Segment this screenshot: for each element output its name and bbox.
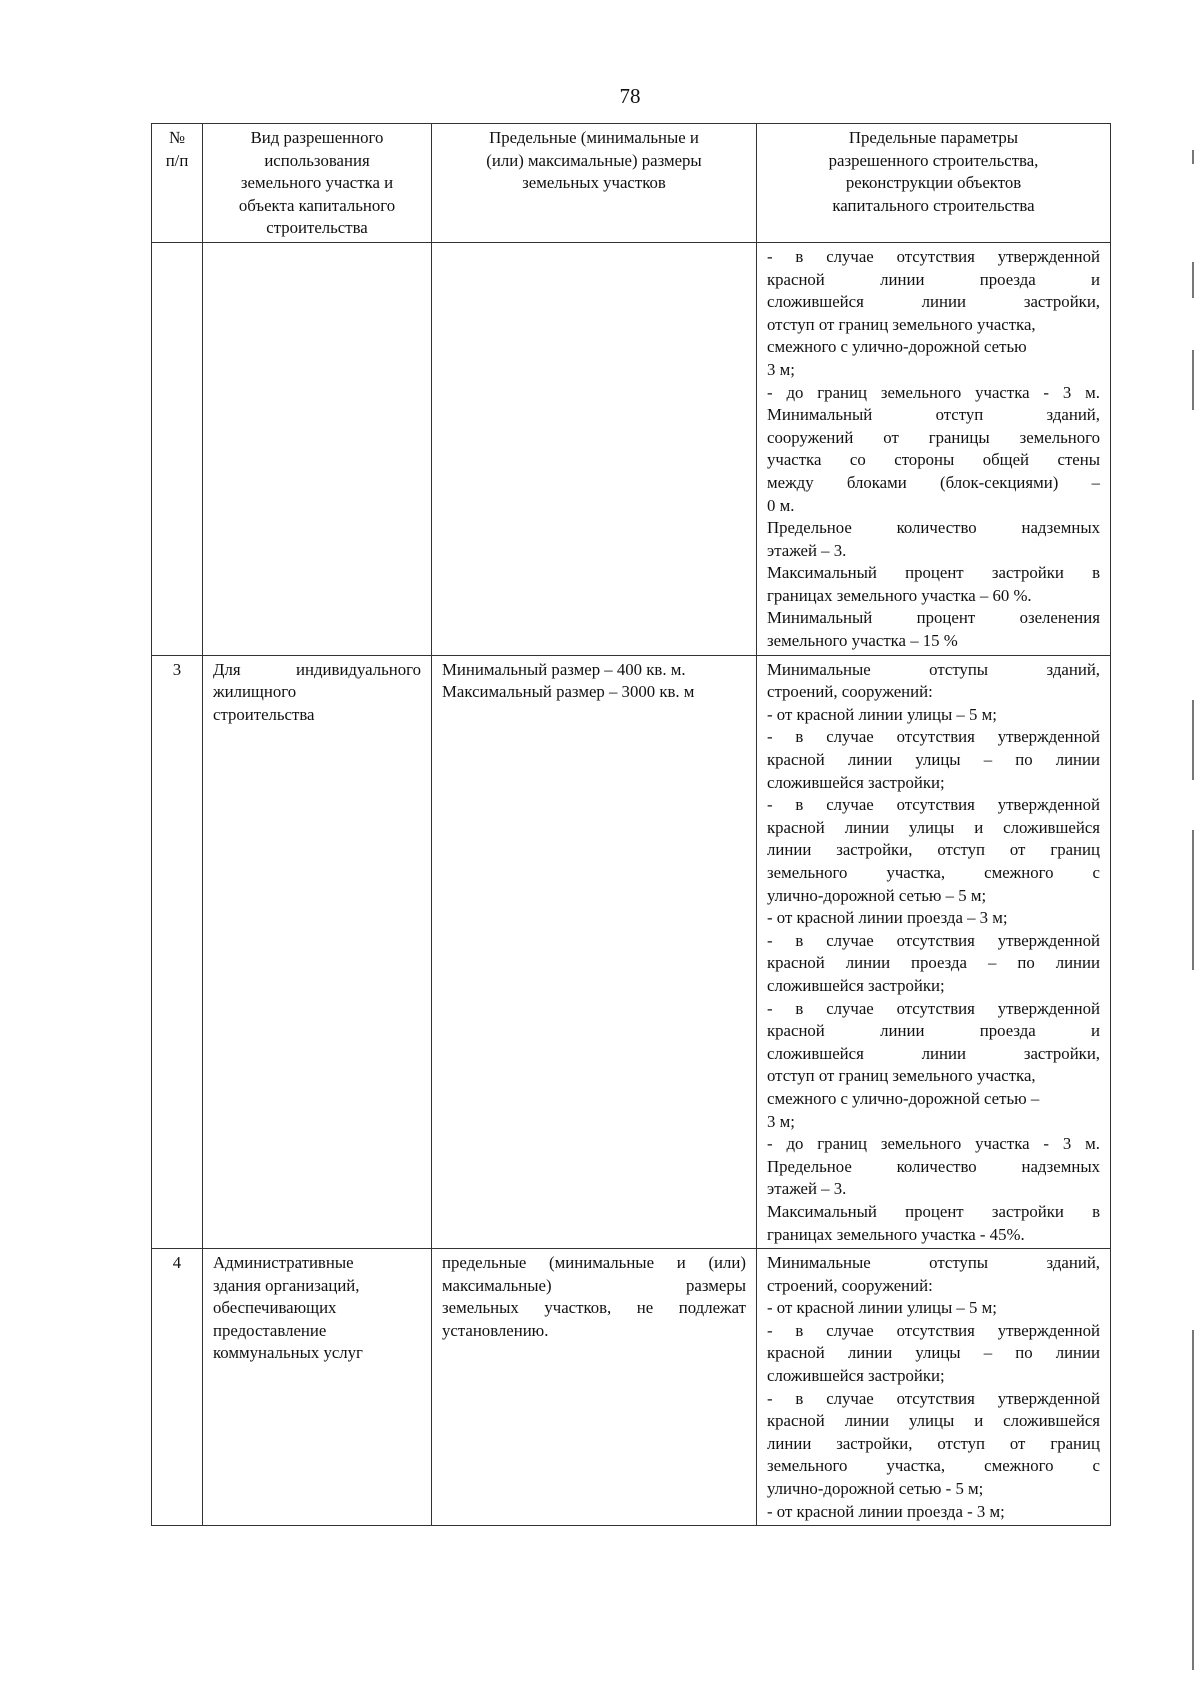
cell-text-line: земельного участка, смежного с (767, 863, 1100, 882)
cell-text-line: Минимальный отступ зданий, (767, 405, 1100, 425)
cell-text-line: сложившейся застройки; (767, 975, 945, 995)
scan-edge-mark (1192, 1330, 1194, 1670)
header-line: п/п (165, 150, 189, 170)
row-number-cell (152, 655, 203, 1248)
header-line: земельного участка и (240, 173, 394, 193)
scan-edge-mark (1192, 830, 1194, 970)
header-line: объекта капитального (238, 195, 396, 215)
header-plot-size-limits (432, 124, 757, 243)
cell-text-line: Предельное количество надземных (767, 518, 1100, 538)
scan-edge-mark (1192, 700, 1194, 780)
header-line: капитального строительства (832, 195, 1035, 215)
cell-text-line: коммунальных услуг (213, 1343, 363, 1363)
cell-text-line: сложившейся застройки; (767, 1366, 945, 1386)
header-line: Вид разрешенного (250, 128, 384, 147)
cell-text-line: 3 м; (767, 1111, 795, 1131)
cell-text-line: - до границ земельного участка - 3 м. (767, 1134, 1100, 1154)
plot-size-cell (432, 1249, 757, 1526)
cell-text-line: смежного с улично-дорожной сетью – (767, 1088, 1040, 1108)
cell-text-line: Максимальный размер – 3000 кв. м (442, 682, 695, 702)
cell-text-line: здания организаций, (213, 1275, 360, 1295)
header-line: земельных участков (522, 173, 666, 193)
cell-text-line: Административные (213, 1253, 354, 1273)
table-row (152, 1249, 1111, 1526)
cell-text-line: линии застройки, отступ от границ (767, 1433, 1100, 1453)
permitted-use-cell (203, 242, 432, 655)
header-line: Предельные (минимальные и (489, 128, 699, 147)
cell-text-line: предоставление (213, 1320, 327, 1340)
scan-edge-mark (1192, 262, 1194, 298)
cell-text-line: улично-дорожной сетью – 5 м; (767, 885, 987, 905)
permitted-use-cell (203, 1249, 432, 1526)
plot-size-cell (432, 242, 757, 655)
cell-text-line: строительства (213, 704, 315, 724)
header-line: строительства (266, 218, 368, 238)
header-line: разрешенного строительства, (828, 150, 1039, 170)
header-permitted-use (203, 124, 432, 243)
cell-text-line: строений, сооружений: (767, 1275, 933, 1295)
cell-text-line: 0 м. (767, 495, 795, 515)
scan-edge-mark (1192, 150, 1194, 164)
cell-text-line: границах земельного участка – 60 %. (767, 585, 1032, 605)
row-number: 4 (172, 1253, 182, 1273)
cell-text-line: Максимальный процент застройки в (767, 563, 1100, 583)
cell-text-line: 3 м; (767, 359, 795, 379)
header-construction-parameters (757, 124, 1111, 243)
cell-text-line: земельного участка – 15 % (767, 631, 958, 651)
cell-text-line: участка со стороны общей стены (767, 450, 1100, 470)
cell-text-line: красной линии проезда и (767, 269, 1100, 289)
cell-text-line: отступ от границ земельного участка, (767, 314, 1036, 334)
cell-text-line: - в случае отсутствия утвержденной (767, 795, 1100, 815)
cell-text-line: красной линии проезда и (767, 1021, 1100, 1041)
header-number (152, 124, 203, 243)
cell-text-line: предельные (минимальные и (или) (442, 1253, 746, 1273)
cell-text-line: - в случае отсутствия утвержденной (767, 246, 1100, 266)
cell-text-line: красной линии улицы и сложившейся (767, 1411, 1100, 1431)
cell-text-line: Максимальный процент застройки в (767, 1201, 1100, 1221)
cell-text-line: - от красной линии улицы – 5 м; (767, 704, 997, 724)
cell-text-line: этажей – 3. (767, 1179, 847, 1199)
cell-text-line: - в случае отсутствия утвержденной (767, 1320, 1100, 1340)
construction-parameters-cell (757, 1249, 1111, 1526)
cell-text-line: жилищного (213, 682, 297, 702)
regulations-table (151, 123, 1111, 1526)
cell-text-line: Минимальный процент озеленения (767, 608, 1100, 628)
header-line: (или) максимальные) размеры (486, 150, 702, 170)
cell-text-line: - в случае отсутствия утвержденной (767, 1388, 1100, 1408)
table-row (152, 655, 1111, 1248)
cell-text-line: строений, сооружений: (767, 682, 933, 702)
cell-text-line: максимальные) размеры (442, 1275, 746, 1295)
header-line: реконструкции объектов (845, 173, 1022, 193)
cell-text-line: между блоками (блок-секциями) – (767, 472, 1100, 492)
cell-text-line: - в случае отсутствия утвержденной (767, 998, 1100, 1018)
cell-text-line: красной линии улицы и сложившейся (767, 817, 1100, 837)
table-body (152, 242, 1111, 1525)
cell-text-line: земельных участков, не подлежат (442, 1298, 746, 1318)
cell-text-line: - до границ земельного участка - 3 м. (767, 382, 1100, 402)
cell-text-line: смежного с улично-дорожной сетью (767, 337, 1027, 357)
construction-parameters-cell (757, 242, 1111, 655)
construction-parameters-cell (757, 655, 1111, 1248)
cell-text-line: Минимальные отступы зданий, (767, 659, 1100, 679)
cell-text-line: - от красной линии проезда – 3 м; (767, 908, 1008, 928)
cell-text-line: улично-дорожной сетью - 5 м; (767, 1479, 984, 1499)
cell-text-line: красной линии улицы – по линии (767, 1343, 1100, 1363)
plot-size-cell (432, 655, 757, 1248)
cell-text-line: красной линии улицы – по линии (767, 750, 1100, 770)
permitted-use-cell (203, 655, 432, 1248)
cell-text-line: - от красной линии улицы – 5 м; (767, 1298, 997, 1318)
cell-text-line: сложившейся линии застройки, (767, 292, 1100, 312)
cell-text-line: сложившейся линии застройки, (767, 1043, 1100, 1063)
header-line: Предельные параметры (848, 128, 1019, 147)
cell-text-line: установлению. (442, 1320, 549, 1340)
cell-text-line: Для индивидуального (213, 659, 421, 679)
page-number: 78 (619, 84, 641, 108)
cell-text-line: - в случае отсутствия утвержденной (767, 930, 1100, 950)
cell-text-line: обеспечивающих (213, 1298, 337, 1318)
cell-text-line: сооружений от границы земельного (767, 427, 1100, 447)
scan-edge-mark (1192, 350, 1194, 410)
row-number-cell (152, 1249, 203, 1526)
cell-text-line: красной линии проезда – по линии (767, 953, 1100, 973)
cell-text-line: отступ от границ земельного участка, (767, 1066, 1036, 1086)
cell-text-line: Предельное количество надземных (767, 1156, 1100, 1176)
header-line: № (168, 128, 185, 147)
cell-text-line: - от красной линии проезда - 3 м; (767, 1501, 1005, 1521)
row-number: 3 (172, 659, 182, 679)
cell-text-line: этажей – 3. (767, 540, 847, 560)
cell-text-line: Минимальные отступы зданий, (767, 1253, 1100, 1273)
cell-text-line: Минимальный размер – 400 кв. м. (442, 659, 686, 679)
row-number-cell (152, 242, 203, 655)
cell-text-line: линии застройки, отступ от границ (767, 840, 1100, 860)
table-row (152, 242, 1111, 655)
header-line: использования (264, 150, 370, 170)
cell-text-line: земельного участка, смежного с (767, 1456, 1100, 1476)
table-header-row (152, 124, 1111, 243)
cell-text-line: границах земельного участка - 45%. (767, 1224, 1025, 1244)
cell-text-line: - в случае отсутствия утвержденной (767, 727, 1100, 747)
cell-text-line: сложившейся застройки; (767, 772, 945, 792)
